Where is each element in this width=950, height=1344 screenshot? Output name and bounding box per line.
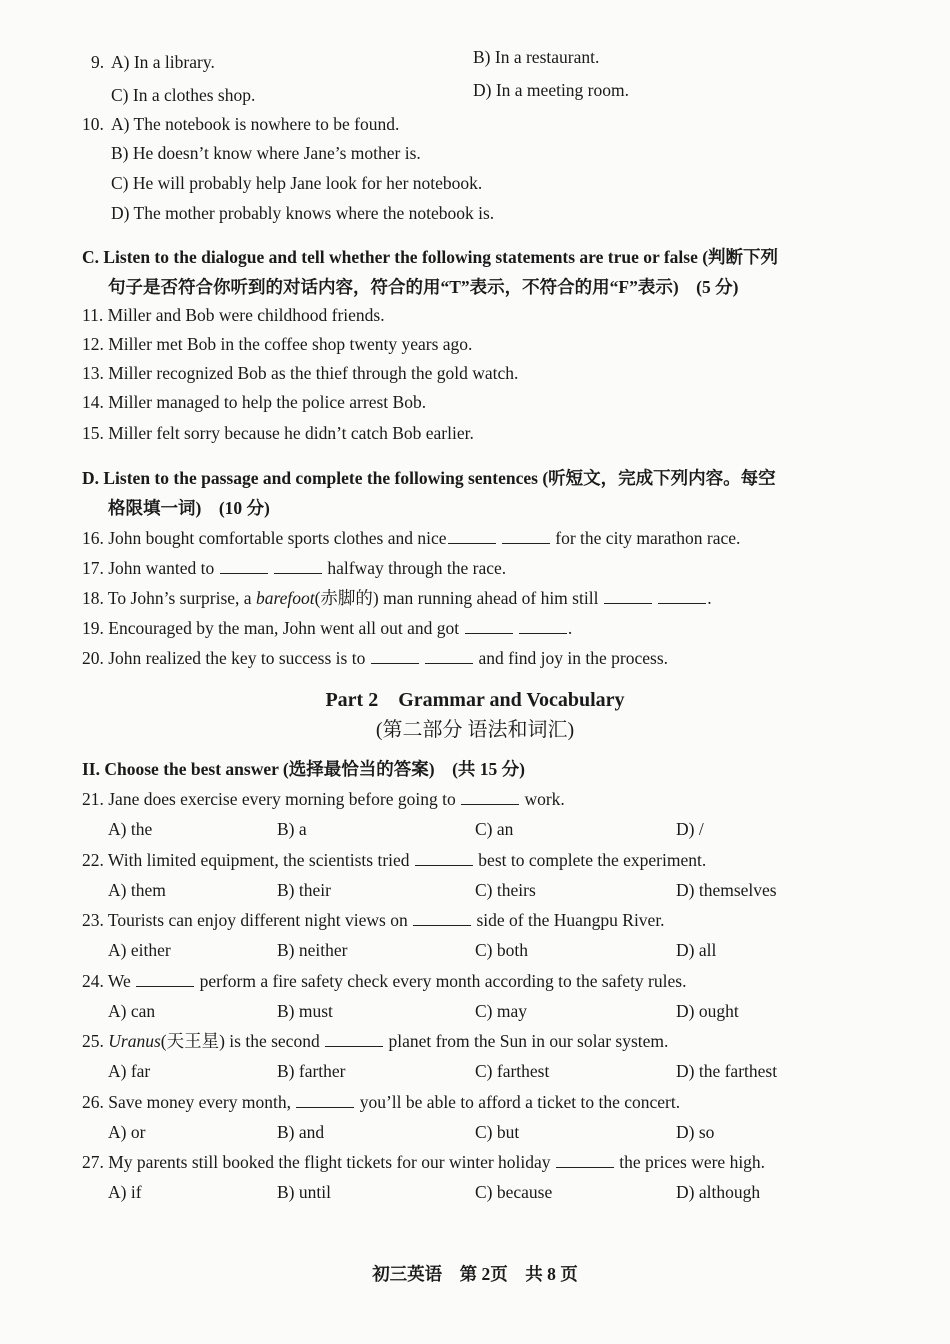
answer-blank[interactable] xyxy=(415,851,473,866)
answer-blank[interactable] xyxy=(461,790,519,805)
question-text: 23. Tourists can enjoy different night views on xyxy=(82,910,408,930)
option-b[interactable]: B) farther xyxy=(277,1061,346,1081)
question-text: planet from the Sun in our solar system. xyxy=(388,1031,669,1051)
answer-blank[interactable] xyxy=(465,619,513,634)
q9-option-a: A) In a library. xyxy=(111,52,215,72)
part2-title: Part 2 Grammar and Vocabulary xyxy=(325,689,625,711)
option-a[interactable]: A) can xyxy=(108,1001,156,1021)
sentence-text: and find joy in the process. xyxy=(478,648,669,668)
q9-option-c: C) In a clothes shop. xyxy=(111,85,256,105)
sentence-text: for the city marathon race. xyxy=(555,528,741,548)
question-text: 25. xyxy=(82,1031,109,1051)
option-c[interactable]: C) theirs xyxy=(475,880,536,900)
statement-item: 13. Miller recognized Bob as the thief through the gold watch. xyxy=(82,363,519,383)
option-a[interactable]: A) far xyxy=(108,1061,151,1081)
answer-blank[interactable] xyxy=(274,559,322,574)
q10-option-a: A) The notebook is nowhere to be found. xyxy=(111,114,400,134)
answer-blank[interactable] xyxy=(502,529,550,544)
question-text: you’ll be able to afford a ticket to the concert. xyxy=(359,1092,681,1112)
q10-option-b: B) He doesn’t know where Jane’s mother is. xyxy=(111,143,421,163)
sentence-text: 18. To John’s surprise, a xyxy=(82,588,256,608)
answer-blank[interactable] xyxy=(556,1153,614,1168)
question-text: work. xyxy=(524,789,565,809)
fill-in-sentence-17 xyxy=(82,557,506,579)
question-text: 21. Jane does exercise every morning before going to xyxy=(82,789,456,809)
option-c[interactable]: C) because xyxy=(475,1182,553,1202)
answer-blank[interactable] xyxy=(371,649,419,664)
fill-in-sentence-16 xyxy=(82,527,740,549)
q10-number: 10. xyxy=(82,114,104,134)
question-25 xyxy=(82,1030,668,1052)
option-d[interactable]: D) the farthest xyxy=(676,1061,778,1081)
question-text: 24. We xyxy=(82,971,131,991)
question-26 xyxy=(82,1091,680,1113)
question-text: side of the Huangpu River. xyxy=(476,910,665,930)
option-b[interactable]: B) until xyxy=(277,1182,331,1202)
section-c-instruction-line2: 句子是否符合你听到的对话内容，符合的用“T”表示，不符合的用“F”表示) (5 分) xyxy=(108,277,739,297)
question-22 xyxy=(82,849,706,871)
option-d[interactable]: D) / xyxy=(676,819,704,839)
q9-number: 9. xyxy=(91,52,105,72)
section-ii-heading: II. Choose the best answer (选择最恰当的答案) (共 15 分) xyxy=(82,759,525,779)
option-a[interactable]: A) the xyxy=(108,819,153,839)
answer-blank[interactable] xyxy=(604,589,652,604)
option-b[interactable]: B) a xyxy=(277,819,307,839)
sentence-text: (赤脚的) man running ahead of him still xyxy=(314,588,599,608)
question-text: 27. My parents still booked the flight tickets for our winter holiday xyxy=(82,1152,551,1172)
question-23 xyxy=(82,909,665,931)
option-d[interactable]: D) all xyxy=(676,940,717,960)
answer-blank[interactable] xyxy=(519,619,567,634)
answer-blank[interactable] xyxy=(658,589,706,604)
answer-blank[interactable] xyxy=(136,972,194,987)
answer-blank[interactable] xyxy=(325,1032,383,1047)
sentence-text: . xyxy=(707,588,712,608)
question-text: best to complete the experiment. xyxy=(478,850,707,870)
page-footer: 初三英语 第 2页 共 8 页 xyxy=(372,1264,578,1284)
sentence-text: 17. John wanted to xyxy=(82,558,215,578)
option-b[interactable]: B) neither xyxy=(277,940,348,960)
option-a[interactable]: A) them xyxy=(108,880,166,900)
sentence-text: . xyxy=(567,618,573,638)
option-a[interactable]: A) or xyxy=(108,1122,146,1142)
statement-item: 12. Miller met Bob in the coffee shop twenty years ago. xyxy=(82,334,473,354)
option-d[interactable]: D) so xyxy=(676,1122,715,1142)
option-c[interactable]: C) an xyxy=(475,819,514,839)
statement-item: 15. Miller felt sorry because he didn’t catch Bob earlier. xyxy=(82,423,474,443)
part2-subtitle: (第二部分 语法和词汇) xyxy=(375,719,575,741)
option-b[interactable]: B) must xyxy=(277,1001,333,1021)
fill-in-sentence-19 xyxy=(82,617,572,639)
question-24 xyxy=(82,970,686,992)
question-text: (天王星) is the second xyxy=(160,1031,320,1051)
option-c[interactable]: C) may xyxy=(475,1001,528,1021)
option-b[interactable]: B) and xyxy=(277,1122,325,1142)
statement-item: 14. Miller managed to help the police arrest Bob. xyxy=(82,392,427,412)
sentence-text: 20. John realized the key to success is to xyxy=(82,648,366,668)
question-21 xyxy=(82,788,565,810)
question-27 xyxy=(82,1151,765,1173)
section-d-instruction-line2: 格限填一词) (10 分) xyxy=(108,498,270,518)
sentence-text: 19. Encouraged by the man, John went all out and got xyxy=(82,618,460,638)
answer-blank[interactable] xyxy=(425,649,473,664)
q9-option-b: B) In a restaurant. xyxy=(473,47,600,67)
question-text: the prices were high. xyxy=(619,1152,766,1172)
answer-blank[interactable] xyxy=(220,559,268,574)
q9-option-d: D) In a meeting room. xyxy=(473,80,629,100)
option-c[interactable]: C) but xyxy=(475,1122,520,1142)
answer-blank[interactable] xyxy=(413,911,471,926)
question-text: perform a fire safety check every month according to the safety rules. xyxy=(199,971,687,991)
answer-blank[interactable] xyxy=(448,529,496,544)
option-a[interactable]: A) either xyxy=(108,940,171,960)
section-d-instruction-line1: D. Listen to the passage and complete the following sentences (听短文，完成下列内容。每空 xyxy=(82,468,776,488)
question-text: 22. With limited equipment, the scientists tried xyxy=(82,850,410,870)
option-d[interactable]: D) although xyxy=(676,1182,761,1202)
option-d[interactable]: D) ought xyxy=(676,1001,739,1021)
fill-in-sentence-18 xyxy=(82,587,712,609)
option-c[interactable]: C) farthest xyxy=(475,1061,550,1081)
italic-word: barefoot xyxy=(255,588,315,608)
sentence-text: 16. John bought comfortable sports clothes and nice xyxy=(82,528,447,548)
q10-option-c: C) He will probably help Jane look for her notebook. xyxy=(111,173,483,193)
option-c[interactable]: C) both xyxy=(475,940,528,960)
option-b[interactable]: B) their xyxy=(277,880,331,900)
q10-option-d: D) The mother probably knows where the notebook is. xyxy=(111,203,495,223)
option-a[interactable]: A) if xyxy=(108,1182,142,1202)
question-text: 26. Save money every month, xyxy=(82,1092,291,1112)
statement-item: 11. Miller and Bob were childhood friends. xyxy=(82,305,385,325)
answer-blank[interactable] xyxy=(296,1093,354,1108)
option-d[interactable]: D) themselves xyxy=(676,880,777,900)
italic-word: Uranus xyxy=(108,1031,161,1051)
sentence-text: halfway through the race. xyxy=(327,558,507,578)
fill-in-sentence-20 xyxy=(82,647,668,669)
section-c-instruction-line1: C. Listen to the dialogue and tell whether the following statements are true or false (判断下列 xyxy=(82,247,779,267)
